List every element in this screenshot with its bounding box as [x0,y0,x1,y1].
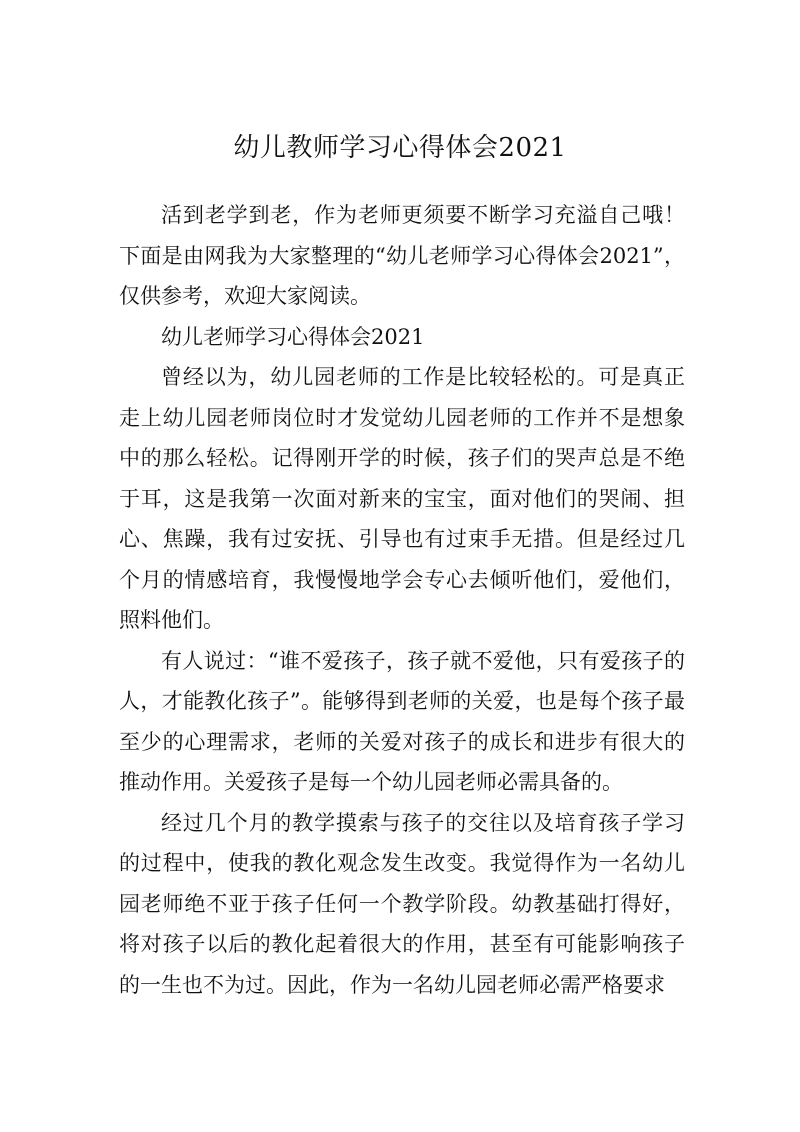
document-body [119,195,685,1005]
body-paragraph: 经过几个月的教学摸索与孩子的交往以及培育孩子学习的过程中，使我的教化观念发生改变。我觉得作为一名幼儿园老师绝不亚于孩子任何一个教学阶段。幼教基础打得好，将对孩子以后的教化起着很大的作用，甚至有可能影响孩子的一生也不为过。因此，作为一名幼儿园老师必需严格要求 [119,810,685,997]
document-title: 幼儿教师学习心得体会2021 [233,133,567,163]
body-paragraph: 有人说过：“谁不爱孩子，孩子就不爱他，只有爱孩子的人，才能教化孩子”。能够得到老师的关爱，也是每个孩子最至少的心理需求，老师的关爱对孩子的成长和进步有很大的推动作用。关爱孩子是每一个幼儿园老师必需具备的。 [119,648,685,794]
body-paragraph: 曾经以为，幼儿园老师的工作是比较轻松的。可是真正走上幼儿园老师岗位时才发觉幼儿园老师的工作并不是想象中的那么轻松。记得刚开学的时候，孩子们的哭声总是不绝于耳，这是我第一次面对新来的宝宝，面对他们的哭闹、担心、焦躁，我有过安抚、引导也有过束手无措。但是经过几个月的情感培育，我慢慢地学会专心去倾听他们，爱他们，照料他们。 [119,365,685,632]
intro-paragraph: 活到老学到老，作为老师更须要不断学习充溢自己哦！下面是由网我为大家整理的“幼儿老师学习心得体会2021”，仅供参考，欢迎大家阅读。 [119,203,685,308]
section-heading: 幼儿老师学习心得体会2021 [161,324,425,349]
